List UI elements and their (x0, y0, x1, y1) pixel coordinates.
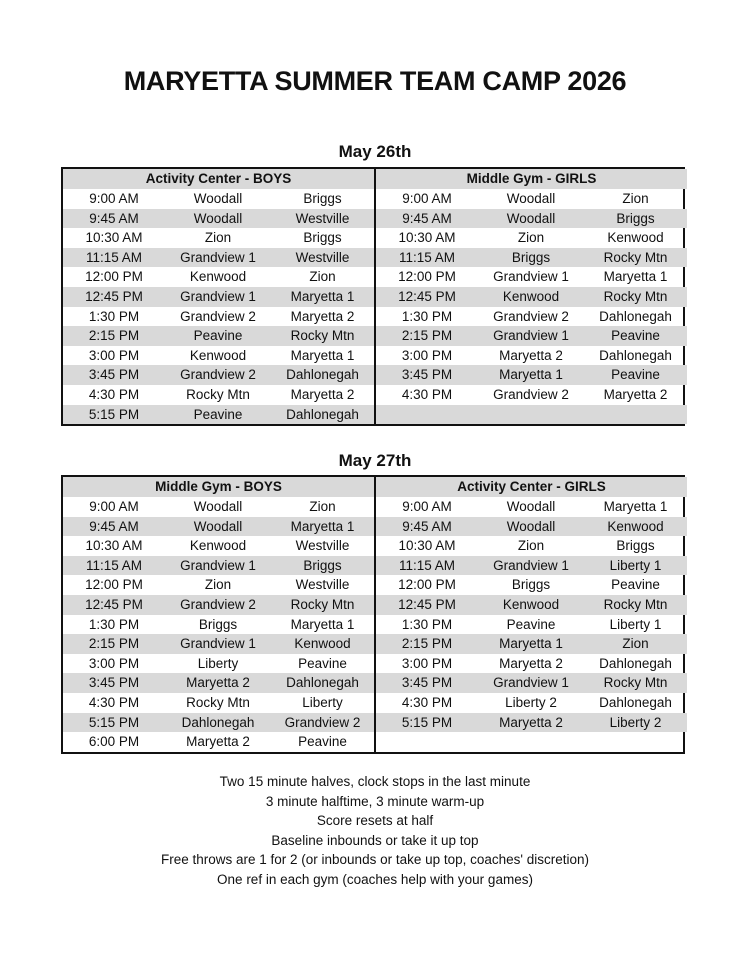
court-activity-center-girls (374, 477, 687, 752)
game-time: 3:00 PM (401, 655, 453, 671)
team-away: Kenwood (294, 636, 351, 652)
schedule-table-may-27 (61, 475, 685, 754)
team-away: Liberty 1 (609, 616, 662, 632)
game-row (376, 713, 687, 733)
game-row (63, 556, 374, 576)
team-away: Maryetta 1 (603, 499, 668, 514)
game-time: 4:30 PM (401, 386, 453, 402)
game-time: 5:15 PM (401, 714, 453, 730)
team-home: Woodall (193, 210, 243, 226)
team-home: Maryetta 1 (499, 367, 563, 383)
team-away: Maryetta 1 (290, 518, 355, 534)
team-away: Dahlonegah (599, 347, 672, 363)
team-away: Briggs (303, 557, 342, 573)
team-away: Peavine (611, 367, 660, 383)
game-time: 2:15 PM (88, 328, 140, 344)
game-time: 1:30 PM (88, 616, 140, 632)
game-time: 9:45 AM (89, 210, 139, 226)
team-home (478, 405, 584, 425)
team-away (584, 732, 687, 752)
game-row (63, 267, 374, 287)
team-away: Briggs (303, 230, 342, 246)
team-home: Grandview 2 (180, 596, 256, 612)
game-time: 2:15 PM (401, 636, 453, 652)
game-time: 3:45 PM (401, 675, 453, 691)
game-row (376, 365, 687, 385)
court-header: Middle Gym - GIRLS (376, 169, 687, 189)
team-away: Dahlonegah (286, 675, 359, 691)
rule-note: Two 15 minute halves, clock stops in the last minute (219, 774, 531, 789)
team-away: Maryetta 2 (290, 308, 355, 324)
game-row (376, 556, 687, 576)
game-row (63, 497, 374, 517)
game-row (376, 287, 687, 307)
team-home: Briggs (511, 249, 551, 265)
game-row (63, 346, 374, 366)
rule-note: One ref in each gym (coaches help with your games) (217, 871, 533, 887)
team-home: Peavine (193, 406, 243, 422)
game-time: 10:30 AM (85, 538, 143, 554)
game-time: 4:30 PM (401, 694, 453, 710)
game-row (376, 189, 687, 209)
team-away: Maryetta 1 (603, 269, 668, 285)
team-home: Woodall (506, 191, 556, 206)
game-time: 12:45 PM (85, 596, 143, 612)
game-row (376, 673, 687, 693)
team-away: Briggs (616, 538, 655, 554)
team-home: Grandview 1 (180, 288, 256, 304)
game-row (63, 575, 374, 595)
game-row (376, 248, 687, 268)
team-home: Briggs (511, 577, 551, 593)
page-title: MARYETTA SUMMER TEAM CAMP 2026 (123, 66, 627, 96)
team-home: Zion (204, 230, 232, 246)
team-away: Dahlonegah (599, 308, 672, 324)
team-home: Kenwood (502, 596, 560, 612)
game-row (63, 189, 374, 209)
empty-row (376, 405, 687, 425)
team-home: Kenwood (502, 288, 560, 304)
team-home: Grandview 1 (493, 269, 569, 285)
team-away: Rocky Mtn (603, 288, 668, 304)
game-row (63, 365, 374, 385)
game-time: 5:15 PM (88, 714, 140, 730)
game-time: 11:15 AM (398, 557, 456, 573)
team-away: Maryetta 1 (290, 288, 355, 304)
team-away: Westville (295, 249, 350, 265)
team-home: Peavine (506, 616, 556, 632)
game-row (376, 267, 687, 287)
game-row (376, 575, 687, 595)
game-time: 12:45 PM (398, 288, 456, 304)
court-middle-gym-boys (63, 477, 374, 752)
game-row (63, 307, 374, 327)
team-away: Rocky Mtn (603, 675, 668, 691)
game-time: 3:00 PM (88, 347, 140, 363)
game-time: 9:45 AM (402, 518, 452, 534)
team-home: Rocky Mtn (186, 386, 250, 402)
team-away: Maryetta 2 (290, 386, 355, 402)
rule-note: Baseline inbounds or take it up top (271, 832, 479, 848)
team-home: Kenwood (189, 538, 247, 554)
team-home (478, 732, 584, 752)
game-time: 12:00 PM (398, 269, 456, 285)
empty-row (376, 732, 687, 752)
game-row (376, 615, 687, 635)
day-title-may-26: May 26th (338, 142, 412, 161)
game-time: 9:45 AM (89, 518, 139, 534)
team-away: Zion (622, 191, 649, 206)
team-home: Grandview 2 (180, 308, 256, 324)
game-row (63, 654, 374, 674)
team-home: Grandview 1 (493, 675, 569, 691)
team-away: Dahlonegah (286, 406, 359, 422)
game-row (63, 673, 374, 693)
game-row (63, 385, 374, 405)
team-away: Rocky Mtn (603, 596, 668, 612)
game-row (63, 517, 374, 537)
game-row (63, 615, 374, 635)
team-home: Liberty (197, 655, 239, 671)
rule-note: Score resets at half (316, 813, 434, 829)
game-row (376, 385, 687, 405)
game-time: 3:45 PM (401, 367, 453, 383)
game-row (376, 307, 687, 327)
game-row (63, 228, 374, 248)
court-activity-center-boys (63, 169, 374, 424)
team-away: Kenwood (607, 230, 664, 246)
team-away: Dahlonegah (286, 367, 359, 383)
team-home: Woodall (506, 499, 556, 514)
team-home: Woodall (193, 518, 243, 534)
team-home: Maryetta 2 (186, 734, 250, 750)
team-home: Maryetta 2 (186, 675, 250, 691)
court-middle-gym-girls (374, 169, 687, 424)
game-row (63, 693, 374, 713)
court-header: Activity Center - GIRLS (376, 477, 687, 497)
game-time: 2:15 PM (401, 328, 453, 344)
game-row (63, 595, 374, 615)
game-time: 5:15 PM (88, 406, 140, 422)
schedule-table-may-26 (61, 167, 685, 426)
team-home: Woodall (506, 210, 556, 226)
team-away: Rocky Mtn (290, 328, 355, 344)
game-time: 3:00 PM (401, 347, 453, 363)
team-away: Kenwood (607, 518, 664, 534)
team-home: Zion (204, 577, 232, 593)
game-time: 12:00 PM (85, 269, 143, 285)
team-home: Woodall (193, 499, 243, 514)
team-home: Maryetta 1 (499, 636, 563, 652)
game-time: 3:45 PM (88, 675, 140, 691)
team-home: Grandview 2 (180, 367, 256, 383)
team-away: Maryetta 1 (290, 616, 355, 632)
team-home: Peavine (193, 328, 243, 344)
game-time: 4:30 PM (88, 694, 140, 710)
game-row (376, 654, 687, 674)
team-away: Peavine (611, 328, 660, 344)
rule-note: Free throws are 1 for 2 (or inbounds or take up top, coaches' discretion) (160, 852, 590, 868)
team-away: Dahlonegah (599, 655, 672, 671)
game-time: 11:15 AM (85, 557, 143, 573)
team-home: Dahlonegah (181, 714, 255, 730)
team-home: Zion (517, 230, 545, 246)
team-away: Liberty 1 (609, 557, 662, 573)
game-row (376, 497, 687, 517)
team-away: Maryetta 1 (290, 347, 355, 363)
team-home: Maryetta 2 (499, 655, 563, 671)
team-home: Grandview 1 (180, 249, 256, 265)
game-time: 12:45 PM (85, 288, 143, 304)
team-away: Westville (295, 210, 350, 226)
game-time: 9:00 AM (402, 191, 452, 206)
game-row (376, 517, 687, 537)
team-away (584, 405, 687, 425)
game-row (63, 209, 374, 229)
game-row (376, 326, 687, 346)
game-row (63, 536, 374, 556)
game-time: 11:15 AM (398, 249, 456, 265)
team-away: Liberty 2 (609, 714, 662, 730)
team-away: Briggs (303, 191, 342, 206)
team-home: Maryetta 2 (499, 714, 563, 730)
game-row (63, 287, 374, 307)
game-row (376, 595, 687, 615)
team-home: Woodall (506, 518, 556, 534)
game-time: 12:00 PM (85, 577, 143, 593)
team-away: Dahlonegah (599, 694, 672, 710)
game-row (376, 346, 687, 366)
game-time: 4:30 PM (88, 386, 140, 402)
game-row (376, 693, 687, 713)
team-home: Grandview 1 (493, 557, 569, 573)
game-row (376, 228, 687, 248)
court-header: Activity Center - BOYS (63, 169, 374, 189)
team-away: Westville (295, 538, 350, 554)
game-row (63, 405, 374, 425)
game-row (376, 209, 687, 229)
game-time: 9:00 AM (89, 499, 139, 514)
game-row (376, 536, 687, 556)
team-home: Kenwood (189, 347, 247, 363)
team-home: Woodall (193, 191, 243, 206)
team-away: Peavine (298, 734, 347, 750)
team-away: Liberty (302, 694, 343, 710)
game-time: 1:30 PM (88, 308, 140, 324)
team-away: Zion (309, 269, 336, 285)
team-home: Grandview 1 (493, 328, 569, 344)
game-time: 10:30 AM (85, 230, 143, 246)
team-home: Grandview 1 (180, 557, 256, 573)
game-row (63, 248, 374, 268)
game-row (63, 732, 374, 752)
team-home: Kenwood (189, 269, 247, 285)
game-time: 12:45 PM (398, 596, 456, 612)
game-row (63, 713, 374, 733)
team-away: Rocky Mtn (603, 249, 668, 265)
team-away: Zion (622, 636, 649, 652)
team-away: Maryetta 2 (603, 386, 668, 402)
team-home: Rocky Mtn (186, 694, 250, 710)
game-row (63, 634, 374, 654)
team-home: Zion (517, 538, 545, 554)
game-time: 9:45 AM (402, 210, 452, 226)
team-away: Zion (309, 499, 336, 514)
team-away: Westville (295, 577, 350, 593)
team-home: Briggs (198, 616, 238, 632)
game-time: 6:00 PM (88, 734, 140, 750)
day-title-may-27: May 27th (338, 451, 412, 470)
game-time: 3:45 PM (88, 367, 140, 383)
game-time: 12:00 PM (398, 577, 456, 593)
team-home: Liberty 2 (505, 694, 557, 710)
court-header: Middle Gym - BOYS (63, 477, 374, 497)
team-home: Grandview 2 (493, 386, 569, 402)
rules-notes (0, 772, 750, 890)
game-time: 1:30 PM (401, 308, 453, 324)
team-away: Peavine (611, 577, 660, 593)
game-time: 9:00 AM (402, 499, 452, 514)
game-time (376, 732, 478, 752)
game-time: 2:15 PM (88, 636, 140, 652)
team-away: Grandview 2 (284, 714, 361, 730)
game-time: 1:30 PM (401, 616, 453, 632)
team-away: Rocky Mtn (290, 596, 355, 612)
team-away: Briggs (616, 210, 655, 226)
game-time (376, 405, 478, 425)
rule-note: 3 minute halftime, 3 minute warm-up (265, 793, 485, 809)
team-home: Grandview 1 (180, 636, 256, 652)
game-time: 10:30 AM (398, 538, 456, 554)
game-time: 10:30 AM (398, 230, 456, 246)
team-home: Grandview 2 (493, 308, 569, 324)
game-time: 11:15 AM (85, 249, 143, 265)
game-time: 9:00 AM (89, 191, 139, 206)
team-away: Peavine (298, 655, 347, 671)
team-home: Maryetta 2 (499, 347, 563, 363)
game-row (376, 634, 687, 654)
game-row (63, 326, 374, 346)
game-time: 3:00 PM (88, 655, 140, 671)
